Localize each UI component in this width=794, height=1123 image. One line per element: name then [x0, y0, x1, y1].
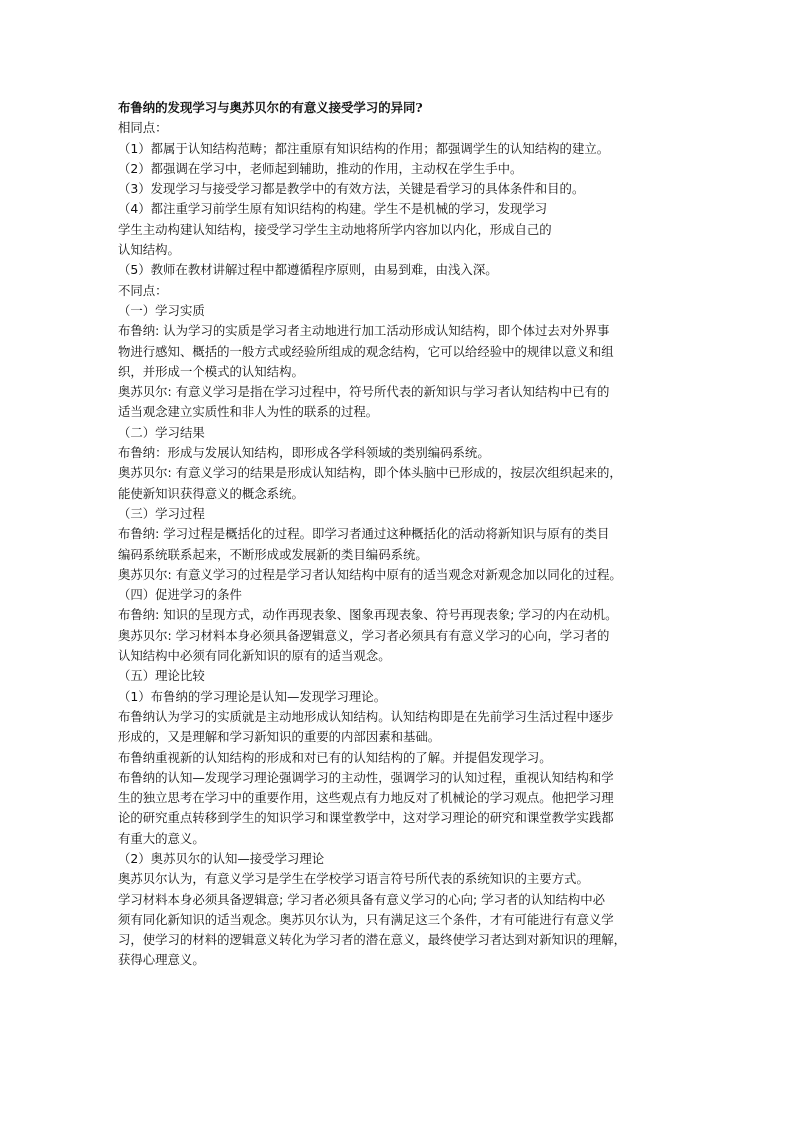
body-text — [118, 118, 688, 970]
text-line: 习，使学习的材料的逻辑意义转化为学习者的潜在意义，最终使学习者达到对新知识的理解， — [118, 932, 627, 948]
text-line: 认知结构中必须有同化新知识的原有的适当观念。 — [118, 648, 391, 664]
text-line: 奥苏贝尔: 有意义学习是指在学习过程中，符号所代表的新知识与学习者认知结构中已有的 — [118, 384, 610, 400]
text-line: 布鲁纳的认知—发现学习理论强调学习的主动性，强调学习的认知过程，重视认知结构和学 — [118, 769, 614, 785]
text-line: （1）都属于认知结构范畴；都注重原有知识结构的作用；都强调学生的认知结构的建立。 — [118, 140, 610, 156]
text-line: 有重大的意义。 — [118, 830, 205, 846]
text-line: 学生主动构建认知结构，接受学习学生主动地将所学内容加以内化，形成自己的 — [118, 221, 552, 237]
text-line: 布鲁纳认为学习的实质就是主动地形成认知结构。认知结构即是在先前学习生活过程中逐步 — [118, 708, 614, 724]
text-line: 奥苏贝尔认为，有意义学习是学生在学校学习语言符号所代表的系统知识的主要方式。 — [118, 871, 589, 887]
text-line: （五）理论比较 — [118, 668, 205, 684]
text-line: （2）奥苏贝尔的认知—接受学习理论 — [118, 850, 325, 866]
text-line: （1）布鲁纳的学习理论是认知—发现学习理论。 — [118, 688, 387, 704]
text-line: 布鲁纳重视新的认知结构的形成和对已有的认知结构的了解。并提倡发现学习。 — [118, 749, 552, 765]
text-line: 奥苏贝尔: 有意义学习的结果是形成认知结构，即个体头脑中已形成的，按层次组织起来的， — [118, 465, 622, 481]
text-line: 布鲁纳：形成与发展认知结构，即形成各学科领域的类别编码系统。 — [118, 445, 490, 461]
document-title: 布鲁纳的发现学习与奥苏贝尔的有意义接受学习的异同? — [118, 100, 423, 115]
text-line: 须有同化新知识的适当观念。奥苏贝尔认为，只有满足这三个条件，才有可能进行有意义学 — [118, 911, 614, 927]
text-line: （3）发现学习与接受学习都是教学中的有效方法，关键是看学习的具体条件和目的。 — [118, 181, 585, 197]
text-line: 形成的，又是理解和学习新知识的重要的内部因素和基础。 — [118, 729, 441, 745]
text-line: 适当观念建立实质性和非人为性的联系的过程。 — [118, 404, 379, 420]
text-line: 编码系统联系起来，不断形成或发展新的类目编码系统。 — [118, 546, 428, 562]
text-line: （5）教师在教材讲解过程中都遵循程序原则，由易到难，由浅入深。 — [118, 262, 498, 278]
text-line: 获得心理意义。 — [118, 952, 205, 968]
text-line: 生的独立思考在学习中的重要作用，这些观点有力地反对了机械论的学习观点。他把学习理 — [118, 790, 614, 806]
text-line: 不同点： — [118, 282, 168, 298]
text-line: 论的研究重点转移到学生的知识学习和课堂教学中，这对学习理论的研究和课堂教学实践都 — [118, 810, 614, 826]
text-line: 认知结构。 — [118, 242, 180, 258]
text-line: （三）学习过程 — [118, 505, 205, 521]
text-line: 能使新知识获得意义的概念系统。 — [118, 485, 304, 501]
text-line: 布鲁纳: 知识的呈现方式，动作再现表象、图象再现表象、符号再现表象; 学习的内在动机。 — [118, 607, 618, 623]
text-line: 奥苏贝尔: 学习材料本身必须具备逻辑意义，学习者必须具有有意义学习的心向，学习者的 — [118, 627, 610, 643]
text-line: 相同点： — [118, 120, 168, 136]
text-line: （四）促进学习的条件 — [118, 587, 242, 603]
text-line: 布鲁纳: 学习过程是概括化的过程。即学习者通过这种概括化的活动将新知识与原有的类目 — [118, 526, 610, 542]
text-line: （4）都注重学习前学生原有知识结构的构建。学生不是机械的学习，发现学习 — [118, 201, 548, 217]
text-line: （一）学习实质 — [118, 302, 205, 318]
text-line: 织，并形成一个模式的认知结构。 — [118, 363, 304, 379]
text-line: （二）学习结果 — [118, 424, 205, 440]
text-line: 布鲁纳: 认为学习的实质是学习者主动地进行加工活动形成认知结构，即个体过去对外界事 — [118, 323, 610, 339]
text-line: 奥苏贝尔: 有意义学习的过程是学习者认知结构中原有的适当观念对新观念加以同化的过程。 — [118, 566, 622, 582]
text-line: 物进行感知、概括的一般方式或经验所组成的观念结构，它可以给经验中的规律以意义和组 — [118, 343, 614, 359]
document-page — [118, 98, 688, 971]
text-line: （2）都强调在学习中，老师起到辅助，推动的作用，主动权在学生手中。 — [118, 160, 523, 176]
text-line: 学习材料本身必须具备逻辑意; 学习者必须具备有意义学习的心向; 学习者的认知结构中必 — [118, 891, 606, 907]
